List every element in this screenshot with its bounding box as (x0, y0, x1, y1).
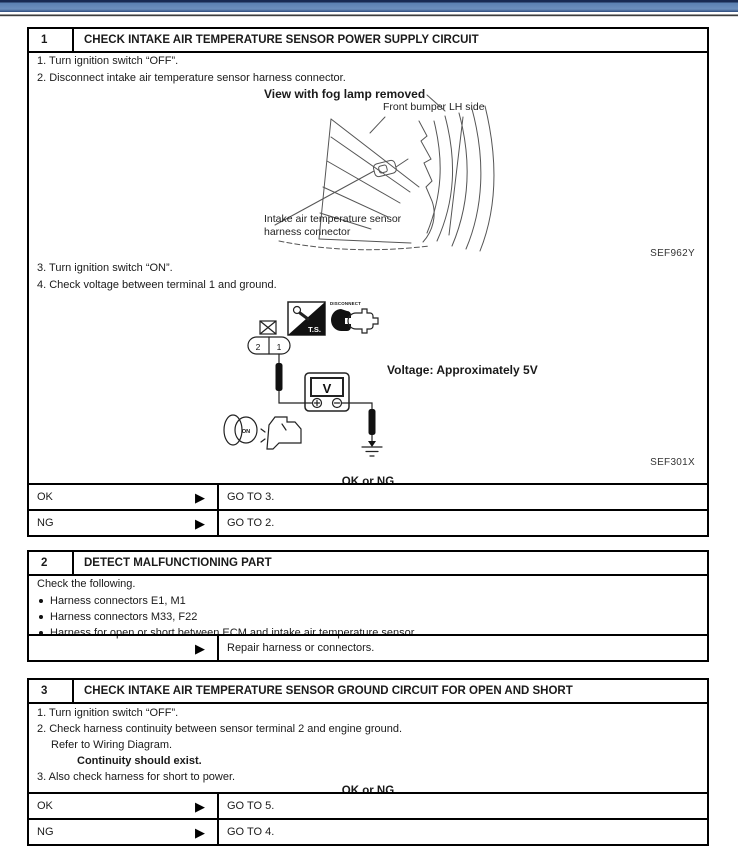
step-line: 2. Disconnect intake air temperature sensor harness connector. (37, 72, 346, 84)
svg-text:T.S.: T.S. (308, 325, 321, 334)
procedure-block-2 (27, 550, 709, 662)
arrow-right-icon: ▶ (195, 640, 205, 656)
result-action: GO TO 5. (227, 800, 275, 812)
svg-text:ON: ON (241, 429, 251, 435)
page-divider-rule (0, 14, 738, 17)
step-line: 1. Turn ignition switch “OFF”. (37, 707, 179, 719)
figure1-caption: View with fog lamp removed (264, 87, 426, 101)
bullet-item: Harness for open or short between ECM and intake air temperature sensor (39, 627, 414, 639)
block-2-number: 2 (29, 552, 74, 574)
bullet-item: Harness connectors M33, F22 (39, 611, 197, 623)
window-title-strip (0, 0, 738, 12)
engine-icon (261, 417, 301, 449)
result-label: NG (37, 517, 54, 529)
block-2-result-table (29, 634, 707, 660)
result-action: GO TO 2. (227, 517, 275, 529)
result-label: OK (37, 491, 53, 503)
procedure-block-3 (27, 678, 709, 846)
arrow-right-icon: ▶ (195, 798, 205, 814)
voltmeter-icon (305, 373, 349, 411)
table-row (29, 509, 707, 535)
step-line: 3. Turn ignition switch “ON”. (37, 262, 173, 274)
figure1-sensor-label-2: harness connector (264, 226, 351, 238)
result-label: OK (37, 800, 53, 812)
result-action: GO TO 4. (227, 826, 275, 838)
step-line: 3. Also check harness for short to power. (37, 771, 236, 783)
block-1-number: 1 (29, 29, 74, 51)
svg-text:2: 2 (255, 342, 261, 352)
result-action: Repair harness or connectors. (227, 642, 375, 654)
block-3-result-table (29, 792, 707, 844)
step-line: 1. Turn ignition switch “OFF”. (37, 55, 179, 67)
block-2-title: DETECT MALFUNCTIONING PART (84, 557, 272, 569)
voltage-check-illustration (219, 297, 419, 463)
voltage-spec: Voltage: Approximately 5V (387, 363, 538, 377)
figure1-bumper-label: Front bumper LH side (383, 101, 485, 113)
block-3-title: CHECK INTAKE AIR TEMPERATURE SENSOR GROUND CIRCUIT FOR OPEN AND SHORT (84, 685, 573, 697)
svg-text:1: 1 (276, 342, 282, 352)
figure1-ref-code: SEF962Y (650, 248, 695, 259)
step-line: 2. Check harness continuity between sensor terminal 2 and engine ground. (37, 723, 403, 735)
table-row (29, 792, 707, 818)
bullet-icon (39, 599, 43, 603)
figure2-ref-code: SEF301X (650, 457, 695, 468)
result-action: GO TO 3. (227, 491, 275, 503)
ignition-on-icon (224, 415, 257, 445)
table-row (29, 634, 707, 660)
figure1-sensor-label-1: Intake air temperature sensor (264, 213, 402, 225)
bullet-item: Harness connectors E1, M1 (39, 595, 186, 607)
svg-text:V: V (322, 381, 332, 396)
block-3-header (29, 680, 707, 704)
step-line: Refer to Wiring Diagram. (51, 739, 173, 751)
procedure-block-1 (27, 27, 709, 537)
bullet-icon (39, 615, 43, 619)
arrow-right-icon: ▶ (195, 515, 205, 531)
result-label: NG (37, 826, 54, 838)
table-row (29, 483, 707, 509)
step-line-emphasis: Continuity should exist. (77, 755, 202, 767)
okng-label: OK or NG (341, 785, 395, 797)
intro-line: Check the following. (37, 578, 136, 590)
block-1-header (29, 29, 707, 53)
block-3-number: 3 (29, 680, 74, 702)
ts-tool-icon (288, 302, 325, 335)
arrow-right-icon: ▶ (195, 824, 205, 840)
ground-icon (362, 441, 382, 456)
block-1-result-table (29, 483, 707, 535)
step-line: 4. Check voltage between terminal 1 and ground. (37, 279, 277, 291)
block-1-title: CHECK INTAKE AIR TEMPERATURE SENSOR POWER SUPPLY CIRCUIT (84, 34, 479, 46)
disconnect-icon (330, 301, 378, 333)
block-2-header (29, 552, 707, 576)
arrow-right-icon: ▶ (195, 489, 205, 505)
sensor-connector-symbol (248, 321, 290, 354)
okng-label: OK or NG (341, 476, 395, 488)
table-row (29, 818, 707, 844)
svg-text:DISCONNECT: DISCONNECT (330, 301, 362, 306)
